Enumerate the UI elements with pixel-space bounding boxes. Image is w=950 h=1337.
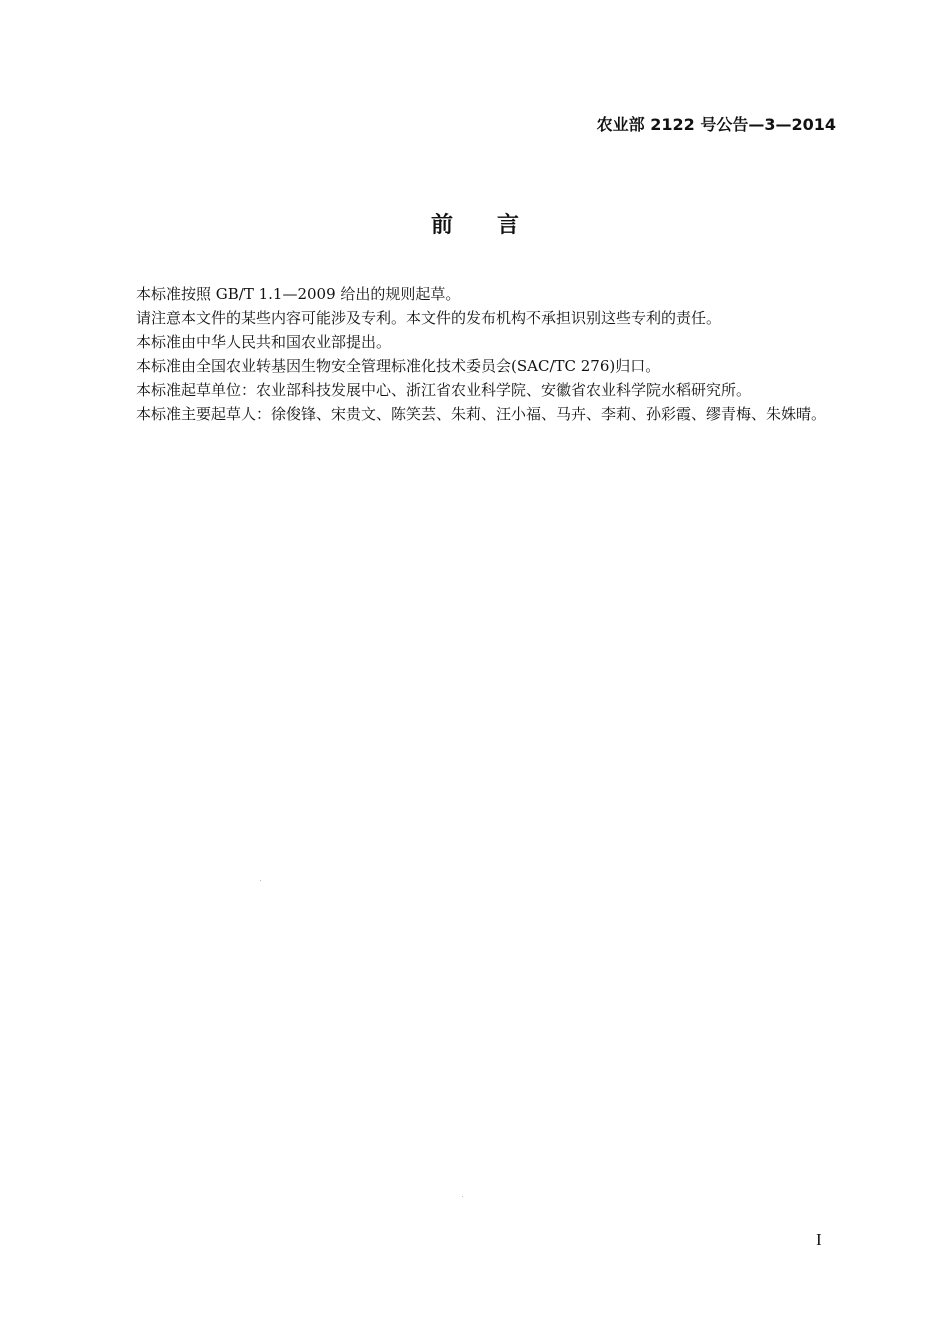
foreword-body: [136, 282, 836, 426]
page-number: I: [816, 1230, 822, 1249]
paragraph-patent-notice: 请注意本文件的某些内容可能涉及专利。本文件的发布机构不承担识别这些专利的责任。: [136, 309, 722, 327]
scan-speck: [260, 880, 261, 881]
paragraph-centralized-management: 本标准由全国农业转基因生物安全管理标准化技术委员会(SAC/TC 276)归口。: [136, 357, 661, 375]
paragraph-proposer: 本标准由中华人民共和国农业部提出。: [136, 333, 392, 351]
page-title: 前 言: [430, 213, 519, 238]
standard-code: 农业部 2122 号公告—3—2014: [596, 115, 836, 134]
paragraph-drafting-units: 本标准起草单位：农业部科技发展中心、浙江省农业科学院、安徽省农业科学院水稻研究所。: [136, 381, 752, 399]
paragraph-drafters: 本标准主要起草人：徐俊锋、宋贵文、陈笑芸、朱莉、汪小福、马卉、李莉、孙彩霞、缪青梅、朱姝晴。: [136, 405, 827, 423]
paragraph-drafting-rules: 本标准按照 GB/T 1.1—2009 给出的规则起草。: [136, 285, 461, 303]
scan-speck: [462, 1196, 463, 1197]
